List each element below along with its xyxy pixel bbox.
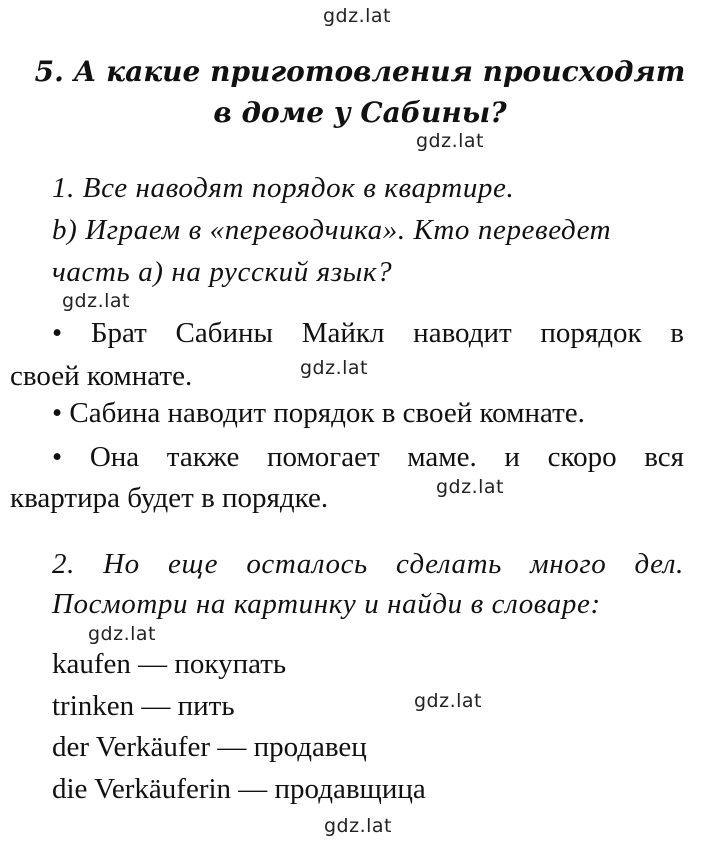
vocab-item: kaufen — покупать: [52, 648, 287, 680]
bullet-1-line-2: своей комнате.: [10, 360, 193, 392]
part1-question-line-2: часть а) на русский язык?: [52, 256, 393, 288]
vocab-item: trinken — пить: [52, 690, 235, 722]
part1-heading: 1. Все наводят порядок в квартире.: [52, 172, 515, 204]
watermark: gdz.lat: [62, 290, 131, 312]
part2-heading-line-1: 2. Но еще осталось сделать много дел.: [52, 548, 684, 580]
watermark: gdz.lat: [324, 815, 393, 837]
bullet-2: • Сабина наводит порядок в своей комнате.: [52, 397, 585, 429]
part1-question-line-1: b) Играем в «переводчика». Кто переведет: [52, 214, 612, 246]
task-title-line-1: 5. А какие приготовления происходят: [34, 55, 686, 88]
bullet-3-line-2: квартира будет в порядке.: [10, 482, 329, 514]
part2-heading-line-2: Посмотри на картинку и найди в словаре:: [52, 588, 601, 620]
watermark: gdz.lat: [323, 5, 392, 27]
bullet-3-line-1: • Она также помогает маме. и скоро вся: [52, 441, 684, 473]
watermark: gdz.lat: [300, 357, 369, 379]
bullet-1-line-1: • Брат Сабины Майкл наводит порядок в: [52, 317, 684, 349]
watermark: gdz.lat: [414, 690, 483, 712]
vocab-item: der Verkäufer — продавец: [52, 731, 367, 763]
watermark: gdz.lat: [416, 130, 485, 152]
watermark: gdz.lat: [436, 476, 505, 498]
watermark: gdz.lat: [88, 623, 157, 645]
task-title-line-2: в доме у Сабины?: [213, 96, 507, 129]
vocab-item: die Verkäuferin — продавщица: [52, 773, 426, 805]
